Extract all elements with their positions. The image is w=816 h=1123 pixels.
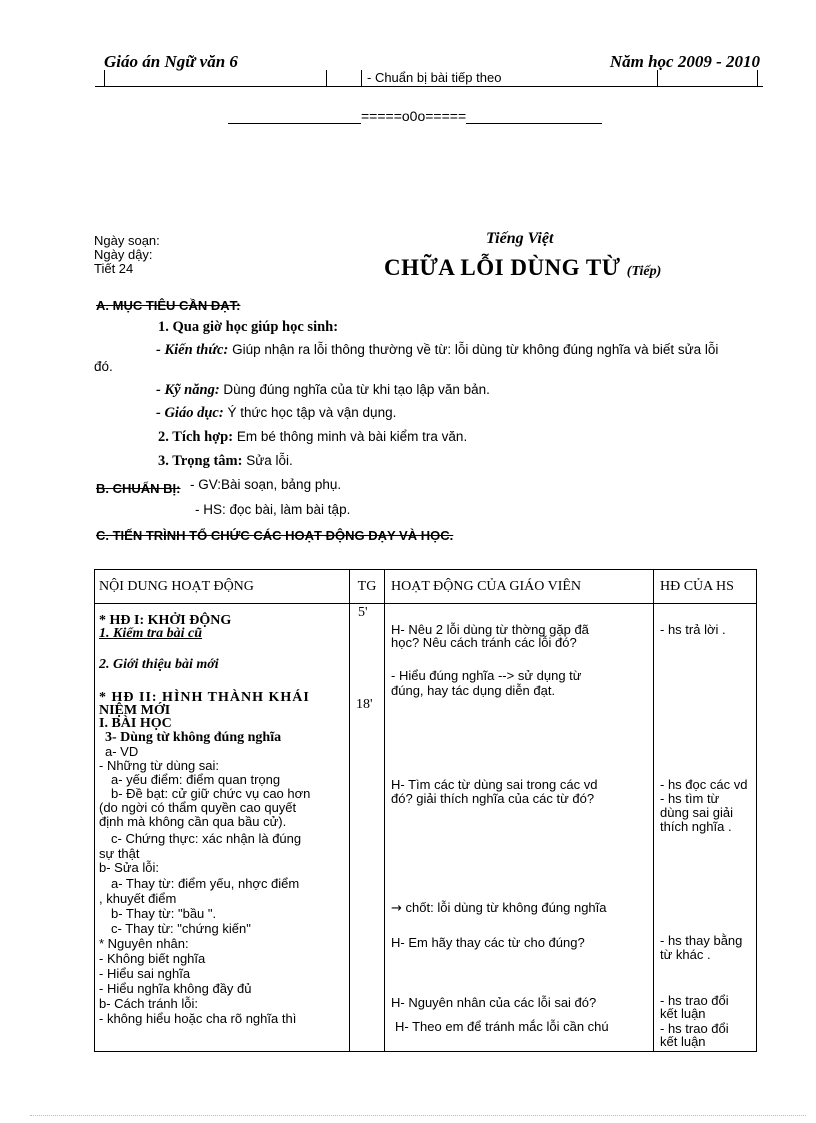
b-debat-2: (do ngời có thẩm quyền cao quyết: [99, 800, 297, 815]
trongtam-label: 3. Trọng tâm:: [158, 453, 243, 469]
r1: - hs trả lời .: [660, 622, 726, 637]
b-debat-1: b- Đề bạt: cử giữ chức vụ cao hơn: [111, 786, 311, 801]
section-b-gv: - GV:Bài soạn, bảng phụ.: [190, 477, 342, 492]
section-a-intro: 1. Qua giờ học giúp học sinh:: [158, 319, 339, 335]
nn-3: - Hiểu nghĩa không đầy đủ: [99, 981, 252, 996]
separator: [228, 108, 602, 124]
ngay-soan: Ngày soạn:: [94, 233, 160, 248]
chot-text: chốt: lỗi dùng từ không đúng nghĩa: [405, 900, 607, 915]
kiemtra: 1. Kiểm tra bài cũ: [99, 626, 203, 641]
baihoc: I. BÀI HỌC: [99, 716, 172, 731]
b-debat-3: định mà không cần qua bầu cử).: [99, 814, 287, 829]
lesson-title-text: CHỮA LỖI DÙNG TỪ: [384, 255, 621, 280]
thay-b: b- Thay từ: "bầu ".: [111, 906, 217, 921]
hd2-a: * HĐ II: HÌNH THÀNH KHÁI: [99, 690, 310, 705]
lesson-title-suffix: (Tiếp): [626, 264, 662, 279]
subject: Tiếng Việt: [486, 230, 554, 247]
thay-2: , khuyết điểm: [99, 891, 177, 906]
hd1: * HĐ I: KHỞI ĐỘNG: [99, 613, 232, 628]
q2-b: đó? giải thích nghĩa của các từ đó?: [391, 791, 595, 806]
q5: H- Theo em để tránh mắc lỗi cần chú: [395, 1019, 609, 1034]
nn-2: - Hiểu sai nghĩa: [99, 966, 191, 981]
section-a-heading: A. MỤC TIÊU CẦN ĐẠT:: [96, 298, 241, 313]
thay-c: c- Thay từ: "chứng kiến": [111, 921, 251, 936]
chot: [391, 901, 607, 915]
prev-table-border: [757, 70, 758, 86]
col-header-hs: HĐ CỦA HS: [654, 570, 757, 604]
a1-b: đúng, hay tác dụng diễn đạt.: [391, 683, 556, 698]
prev-row-text: - Chuẩn bị bài tiếp theo: [367, 70, 502, 85]
table-row: [95, 604, 757, 1052]
r3-a: - hs thay bằng: [660, 933, 743, 948]
section-b-hs: - HS: đọc bài, làm bài tập.: [195, 502, 351, 517]
tichhop: [158, 429, 467, 446]
giaoduc-label: - Giáo dục:: [156, 405, 224, 421]
r5-b: kết luận: [660, 1034, 706, 1049]
table-header-row: [95, 570, 757, 604]
gioithieu: 2. Giới thiệu bài mới: [99, 657, 219, 672]
r4-a: - hs trao đổi: [660, 993, 729, 1008]
trongtam: [158, 453, 293, 470]
kienthuc: [156, 342, 718, 359]
prev-table-border: [326, 70, 327, 86]
cell-tg: [350, 604, 385, 1052]
r2-b: - hs tìm từ: [660, 791, 720, 806]
kienthuc-cont: đó.: [94, 359, 113, 374]
dungtu: 3- Dùng từ không đúng nghĩa: [105, 730, 282, 745]
time-1: 5': [358, 605, 368, 620]
r4-b: kết luận: [660, 1006, 706, 1021]
col-header-gv: HOẠT ĐỘNG CỦA GIÁO VIÊN: [385, 570, 654, 604]
time-2: 18': [356, 697, 373, 712]
nguyennhan: * Nguyên nhân:: [99, 936, 189, 951]
b-sualoi: b- Sửa lỗi:: [99, 860, 160, 875]
nhungtu: - Những từ dùng sai:: [99, 758, 220, 773]
tiet: Tiết 24: [94, 261, 134, 276]
giaoduc: [156, 405, 396, 422]
r5-a: - hs trao đổi: [660, 1021, 729, 1036]
separator-text: =====o0o=====: [361, 108, 467, 124]
giaoduc-text: Ý thức học tập và vận dụng.: [227, 405, 397, 420]
q2-a: H- Tìm các từ dùng sai trong các vd: [391, 777, 598, 792]
q3: H- Em hãy thay các từ cho đúng?: [391, 935, 585, 950]
q1-b: học? Nêu cách tránh các lỗi đó?: [391, 635, 577, 650]
a-yeudiem: a- yếu điểm: điểm quan trọng: [111, 772, 281, 787]
prev-table-border: [657, 70, 658, 86]
col-header-tg: TG: [350, 570, 385, 604]
cell-gv: [385, 604, 654, 1052]
col-header-noidung: NỘI DUNG HOẠT ĐỘNG: [95, 570, 350, 604]
lesson-title: [384, 255, 661, 281]
ct-1: - không hiểu hoặc cha rõ nghĩa thì: [99, 1011, 297, 1026]
a1-a: - Hiểu đúng nghĩa --> sử dụng từ: [391, 668, 582, 683]
prev-table-border: [361, 70, 362, 86]
nn-1: - Không biết nghĩa: [99, 951, 206, 966]
c-chungthuc-2: sự thật: [99, 846, 140, 861]
header-rule: [95, 86, 763, 87]
kynang: [156, 382, 490, 399]
thay-1: a- Thay từ: điểm yếu, nhợc điểm: [111, 876, 300, 891]
header-left: Giáo án Ngữ văn 6: [104, 52, 238, 71]
section-c-heading: C. TIẾN TRÌNH TỔ CHỨC CÁC HOẠT ĐỘNG DẠY VÀ HỌC.: [96, 528, 454, 543]
r2-c: dùng sai giải: [660, 805, 733, 820]
lesson-table: [94, 569, 757, 1052]
kienthuc-text: Giúp nhận ra lỗi thông thường về từ: lỗi dùng từ không đúng nghĩa và biết sửa lỗi: [232, 342, 719, 357]
tichhop-label: 2. Tích hợp:: [158, 429, 234, 445]
kienthuc-label: - Kiến thức:: [156, 342, 229, 358]
r2-d: thích nghĩa .: [660, 819, 732, 834]
q4: H- Nguyên nhân của các lỗi sai đó?: [391, 995, 597, 1010]
r2-a: - hs đọc các vd: [660, 777, 748, 792]
kynang-label: - Kỹ năng:: [156, 382, 220, 398]
tichhop-text: Em bé thông minh và bài kiểm tra văn.: [236, 429, 468, 444]
header-right: Năm học 2009 - 2010: [609, 52, 760, 71]
cell-hs: [654, 604, 757, 1052]
r3-b: từ khác .: [660, 947, 711, 962]
c-chungthuc-1: c- Chứng thực: xác nhận là đúng: [111, 831, 302, 846]
prev-table-border: [104, 70, 105, 86]
ngay-day: Ngày dậy:: [94, 247, 153, 262]
section-b-heading: B. CHUẨN BỊ:: [96, 481, 181, 496]
vd: a- VD: [105, 744, 139, 759]
page-bottom-divider: [30, 1115, 806, 1116]
arrow-right-icon: →: [391, 901, 402, 916]
kynang-text: Dùng đúng nghĩa của từ khi tạo lập văn bản.: [223, 382, 490, 397]
trongtam-text: Sửa lỗi.: [246, 453, 293, 468]
hd2-b: NIỆM MỚI: [99, 703, 171, 718]
q1-a: H- Nêu 2 lỗi dùng từ thờng gặp đã: [391, 622, 589, 637]
cell-noidung: [95, 604, 350, 1052]
cachtranh: b- Cách tránh lỗi:: [99, 996, 198, 1011]
